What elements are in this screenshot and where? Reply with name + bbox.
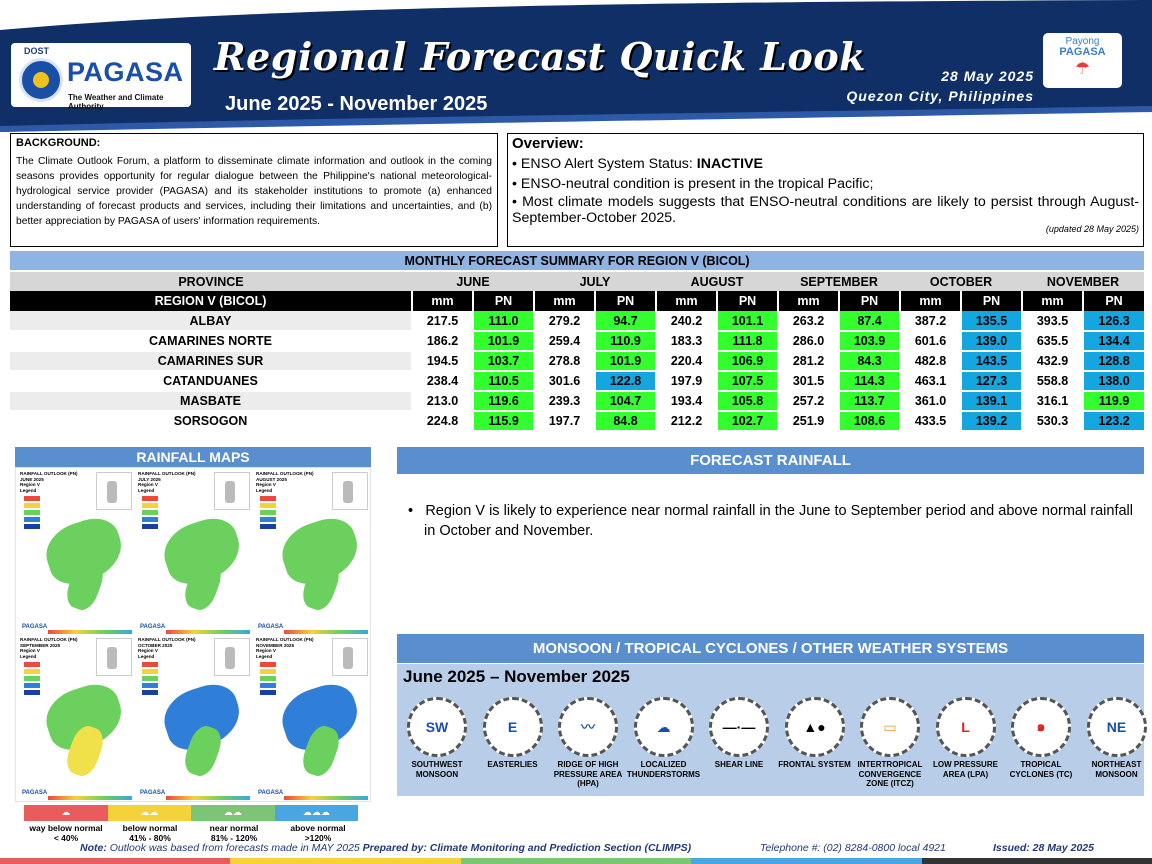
overview-updated: (updated 28 May 2025) (1045, 224, 1139, 234)
pn-cell: 107.5 (717, 371, 778, 391)
mm-subheader: mm (1022, 291, 1083, 311)
footer (0, 842, 1152, 858)
location-inset-map (332, 638, 368, 676)
scale-swatch (108, 805, 192, 821)
footer-note-label: Note: (80, 842, 107, 854)
forecast-rainfall-body: Region V is likely to experience near normal rainfall in the June to September period and above normal rainfall in October and November. (424, 503, 1133, 539)
mm-cell: 279.2 (534, 311, 595, 331)
pn-cell: 110.5 (473, 371, 534, 391)
pn-cell: 119.9 (1083, 391, 1144, 411)
low-pressure-area-lpa-icon: L (936, 697, 996, 757)
mm-cell: 213.0 (412, 391, 473, 411)
month-header-november: NOVEMBER (1022, 271, 1144, 291)
mm-cell: 635.5 (1022, 331, 1083, 351)
map-legend (24, 496, 40, 531)
weather-system-item (852, 697, 928, 789)
pn-cell: 139.2 (961, 411, 1022, 431)
mm-cell: 239.3 (534, 391, 595, 411)
footer-issued: Issued: 28 May 2025 (993, 842, 1094, 854)
pn-cell: 111.0 (473, 311, 534, 331)
rainfall-map (18, 636, 136, 802)
pn-cell: 135.5 (961, 311, 1022, 331)
payong-word: Payong (1065, 36, 1100, 47)
weather-system-item (1003, 697, 1079, 779)
province-name: CAMARINES SUR (10, 351, 412, 371)
pn-cell: 106.9 (717, 351, 778, 371)
map-logo: PAGASA (258, 624, 284, 630)
pn-cell: 115.9 (473, 411, 534, 431)
pn-cell: 105.8 (717, 391, 778, 411)
rainfall-map (254, 470, 372, 636)
mm-cell: 220.4 (656, 351, 717, 371)
table-row (10, 331, 1144, 351)
province-name: MASBATE (10, 391, 412, 411)
map-title: RAINFALL OUTLOOK (PN) NOVEMBER 2025 Region V Legend (256, 637, 314, 659)
weather-system-label: RIDGE OF HIGH PRESSURE AREA (HPA) (553, 760, 623, 788)
mm-cell: 257.2 (778, 391, 839, 411)
location-inset-map (96, 638, 132, 676)
pn-cell: 143.5 (961, 351, 1022, 371)
map-logo: PAGASA (22, 790, 48, 796)
tropical-cyclones-tc-icon: ๑ (1011, 697, 1071, 757)
table-row (10, 391, 1144, 411)
overview-item-models: • Most climate models suggests that ENSO-neutral conditions are likely to persist through August-September-October 2025. (512, 194, 1139, 226)
issue-date: 28 May 2025 (941, 68, 1034, 84)
scale-label: above normal >120% (290, 823, 346, 843)
pn-cell: 87.4 (839, 311, 900, 331)
mm-cell: 393.5 (1022, 311, 1083, 331)
rainfall-scale-bar (24, 805, 358, 821)
logo-wordmark: PAGASA (67, 57, 184, 87)
location-inset-map (332, 472, 368, 510)
scale-swatch (275, 805, 359, 821)
northeast-monsoon-icon: NE (1087, 697, 1147, 757)
mm-cell: 558.8 (1022, 371, 1083, 391)
mm-cell: 240.2 (656, 311, 717, 331)
mm-subheader: mm (412, 291, 473, 311)
rainfall-map (136, 636, 254, 802)
mm-subheader: mm (534, 291, 595, 311)
pn-cell: 84.8 (595, 411, 656, 431)
pn-cell: 122.8 (595, 371, 656, 391)
mm-cell: 186.2 (412, 331, 473, 351)
pn-cell: 111.8 (717, 331, 778, 351)
pn-cell: 103.7 (473, 351, 534, 371)
cloud-icon: ☁☁ (223, 807, 242, 817)
scale-label: below normal 41% - 80% (122, 823, 178, 843)
map-color-scale (48, 630, 132, 634)
footer-note: Outlook was based from forecasts made in MAY 2025 (106, 842, 363, 854)
enso-status-value: INACTIVE (696, 156, 763, 172)
pn-cell: 104.7 (595, 391, 656, 411)
overview-heading: Overview: (512, 135, 584, 152)
pn-cell: 103.9 (839, 331, 900, 351)
frontal-system-icon: ▲● (785, 697, 845, 757)
cloud-icon: ☁☁☁ (302, 807, 330, 817)
pn-subheader: PN (839, 291, 900, 311)
map-title: RAINFALL OUTLOOK (PN) OCTOBER 2025 Region V Legend (138, 637, 196, 659)
map-logo: PAGASA (22, 624, 48, 630)
weather-system-item (1079, 697, 1152, 779)
map-legend (260, 662, 276, 697)
mm-cell: 601.6 (900, 331, 961, 351)
pn-cell: 101.9 (473, 331, 534, 351)
pn-cell: 134.4 (1083, 331, 1144, 351)
scale-label: way below normal < 40% (29, 823, 103, 843)
background-panel (10, 133, 498, 247)
pagasa-seal-icon (19, 58, 63, 102)
pn-subheader: PN (717, 291, 778, 311)
logo-tagline: The Weather and Climate Authority (68, 93, 164, 111)
map-color-scale (284, 630, 368, 634)
page-title: Regional Forecast Quick Look (214, 34, 867, 79)
map-title: RAINFALL OUTLOOK (PN) JULY 2025 Region V Legend (138, 471, 196, 493)
weather-system-item (399, 697, 475, 779)
month-header-october: OCTOBER (900, 271, 1022, 291)
cloud-icon: ☁ (61, 807, 71, 817)
background-text: The Climate Outlook Forum, a platform to disseminate climate information and outlook in the coming seasons provides opportunity for regular dialogue between the Philippine's national meteorological-hydrological service provider (PAGASA) and its stakeholder institutions to promote (a) enhanced understanding of forecast products and services, including their limitations and uncertainties, and (b) better appreciation by PAGASA of users' information requirements. (16, 156, 492, 227)
mm-cell: 387.2 (900, 311, 961, 331)
location-inset-map (214, 638, 250, 676)
pn-cell: 108.6 (839, 411, 900, 431)
issue-location: Quezon City, Philippines (846, 88, 1034, 104)
payong-pagasa-logo (1043, 33, 1122, 88)
rainfall-map (136, 470, 254, 636)
table-row (10, 351, 1144, 371)
forecast-rainfall-heading: FORECAST RAINFALL (397, 447, 1144, 474)
pn-cell: 110.9 (595, 331, 656, 351)
map-legend (24, 662, 40, 697)
pn-cell: 119.6 (473, 391, 534, 411)
weather-system-label: FRONTAL SYSTEM (778, 760, 851, 769)
month-header-july: JULY (534, 271, 656, 291)
map-color-scale (284, 796, 368, 800)
month-header-august: AUGUST (656, 271, 778, 291)
pn-cell: 113.7 (839, 391, 900, 411)
scale-swatch (24, 805, 108, 821)
easterlies-icon: E (483, 697, 543, 757)
mm-cell: 316.1 (1022, 391, 1083, 411)
map-title: RAINFALL OUTLOOK (PN) JUNE 2025 Region V Legend (20, 471, 78, 493)
pn-subheader: PN (961, 291, 1022, 311)
mm-subheader: mm (900, 291, 961, 311)
mm-subheader: mm (778, 291, 839, 311)
province-name: ALBAY (10, 311, 412, 331)
mm-cell: 197.9 (656, 371, 717, 391)
map-legend (142, 496, 158, 531)
pn-cell: 128.8 (1083, 351, 1144, 371)
forecast-period: June 2025 - November 2025 (225, 93, 488, 115)
pn-subheader: PN (1083, 291, 1144, 311)
weather-systems-heading: MONSOON / TROPICAL CYCLONES / OTHER WEATHER SYSTEMS (397, 634, 1144, 663)
map-color-scale (166, 630, 250, 634)
localized-thunderstorms-icon: ☁ (634, 697, 694, 757)
rainfall-maps-heading: RAINFALL MAPS (15, 447, 371, 467)
pn-cell: 94.7 (595, 311, 656, 331)
models-text: Most climate models suggests that ENSO-neutral conditions are likely to persist through August-September-October 2025. (512, 194, 1139, 226)
rainfall-maps-grid (15, 467, 371, 802)
weather-system-item (475, 697, 551, 770)
pn-cell: 139.0 (961, 331, 1022, 351)
map-color-scale (48, 796, 132, 800)
table-row (10, 411, 1144, 431)
pn-cell: 84.3 (839, 351, 900, 371)
mm-subheader: mm (656, 291, 717, 311)
weather-system-item (626, 697, 702, 779)
forecast-summary-table (10, 251, 1144, 432)
weather-system-label: INTERTROPICAL CONVERGENCE ZONE (ITCZ) (857, 760, 923, 788)
mm-cell: 281.2 (778, 351, 839, 371)
map-logo: PAGASA (140, 790, 166, 796)
footer-prepared: Prepared by: Climate Monitoring and Prediction Section (CLIMPS) (362, 842, 692, 854)
overview-item-enso-condition: • ENSO-neutral condition is present in the tropical Pacific; (512, 176, 874, 192)
scale-label: near normal 81% - 120% (209, 823, 259, 843)
mm-cell: 432.9 (1022, 351, 1083, 371)
weather-system-label: EASTERLIES (487, 760, 538, 769)
pn-subheader: PN (595, 291, 656, 311)
weather-system-label: NORTHEAST MONSOON (1091, 760, 1142, 779)
pn-subheader: PN (473, 291, 534, 311)
weather-system-label: LOW PRESSURE AREA (LPA) (933, 760, 998, 779)
mm-cell: 238.4 (412, 371, 473, 391)
province-name: SORSOGON (10, 411, 412, 431)
mm-cell: 197.7 (534, 411, 595, 431)
location-inset-map (214, 472, 250, 510)
intertropical-convergence-zone-itcz-icon: ▭ (860, 697, 920, 757)
map-title: RAINFALL OUTLOOK (PN) AUGUST 2025 Region V Legend (256, 471, 314, 493)
pn-cell: 126.3 (1083, 311, 1144, 331)
weather-system-label: LOCALIZED THUNDERSTORMS (626, 760, 701, 779)
umbrella-icon: ☂ (1074, 59, 1091, 78)
dost-label: DOST (24, 46, 50, 56)
pn-cell: 102.7 (717, 411, 778, 431)
ridge-of-high-pressure-area-hpa-icon: 〰 (558, 697, 618, 757)
enso-status-label: ENSO Alert System Status: (520, 156, 697, 172)
shear-line-icon: —·— (709, 697, 769, 757)
weather-system-label: TROPICAL CYCLONES (TC) (1009, 760, 1073, 779)
pagasa-logo (11, 43, 191, 111)
map-legend (260, 496, 276, 531)
weather-system-item (928, 697, 1004, 779)
mm-cell: 251.9 (778, 411, 839, 431)
weather-systems-period: June 2025 – November 2025 (403, 667, 630, 686)
footer-color-bar (0, 858, 1152, 864)
region-label: REGION V (BICOL) (10, 291, 412, 311)
rainfall-scale-labels (24, 823, 360, 843)
scale-swatch (191, 805, 275, 821)
weather-system-label: SOUTHWEST MONSOON (411, 760, 463, 779)
mm-cell: 278.8 (534, 351, 595, 371)
payong-pagasa-word: PAGASA (1059, 46, 1106, 58)
map-title: RAINFALL OUTLOOK (PN) SEPTEMBER 2025 Region V Legend (20, 637, 78, 659)
weather-system-item (701, 697, 777, 770)
rainfall-map (254, 636, 372, 802)
mm-cell: 217.5 (412, 311, 473, 331)
pn-cell: 114.3 (839, 371, 900, 391)
map-logo: PAGASA (258, 790, 284, 796)
mm-cell: 194.5 (412, 351, 473, 371)
footer-telephone: Telephone #: (02) 8284-0800 local 4921 (760, 842, 946, 854)
pn-cell: 138.0 (1083, 371, 1144, 391)
table-row (10, 371, 1144, 391)
pn-cell: 127.3 (961, 371, 1022, 391)
mm-cell: 463.1 (900, 371, 961, 391)
mm-cell: 193.4 (656, 391, 717, 411)
month-header-september: SEPTEMBER (778, 271, 900, 291)
province-name: CATANDUANES (10, 371, 412, 391)
table-row (10, 311, 1144, 331)
mm-cell: 482.8 (900, 351, 961, 371)
background-heading: BACKGROUND: (16, 137, 101, 149)
map-legend (142, 662, 158, 697)
location-inset-map (96, 472, 132, 510)
overview-panel (507, 133, 1144, 247)
mm-cell: 263.2 (778, 311, 839, 331)
mm-cell: 301.6 (534, 371, 595, 391)
forecast-rainfall-text: • Region V is likely to experience near normal rainfall in the June to September period and above normal rainfall in October and November. (408, 503, 1133, 539)
weather-system-label: SHEAR LINE (714, 760, 764, 769)
enso-condition-text: ENSO-neutral condition is present in the tropical Pacific; (520, 176, 874, 192)
rainfall-map (18, 470, 136, 636)
month-header-june: JUNE (412, 271, 534, 291)
mm-cell: 183.3 (656, 331, 717, 351)
southwest-monsoon-icon: SW (407, 697, 467, 757)
weather-system-item (550, 697, 626, 789)
overview-item-enso-status: • ENSO Alert System Status: INACTIVE (512, 156, 763, 172)
province-header: PROVINCE (10, 271, 412, 291)
mm-cell: 259.4 (534, 331, 595, 351)
mm-cell: 212.2 (656, 411, 717, 431)
weather-systems-panel (397, 664, 1144, 796)
pn-cell: 101.1 (717, 311, 778, 331)
mm-cell: 301.5 (778, 371, 839, 391)
province-name: CAMARINES NORTE (10, 331, 412, 351)
mm-cell: 361.0 (900, 391, 961, 411)
cloud-icon: ☁☁ (140, 807, 159, 817)
table-title: MONTHLY FORECAST SUMMARY FOR REGION V (BICOL) (10, 251, 1144, 271)
weather-system-item (777, 697, 853, 770)
mm-cell: 224.8 (412, 411, 473, 431)
pn-cell: 139.1 (961, 391, 1022, 411)
map-color-scale (166, 796, 250, 800)
mm-cell: 433.5 (900, 411, 961, 431)
pn-cell: 101.9 (595, 351, 656, 371)
mm-cell: 286.0 (778, 331, 839, 351)
map-logo: PAGASA (140, 624, 166, 630)
pn-cell: 123.2 (1083, 411, 1144, 431)
mm-cell: 530.3 (1022, 411, 1083, 431)
